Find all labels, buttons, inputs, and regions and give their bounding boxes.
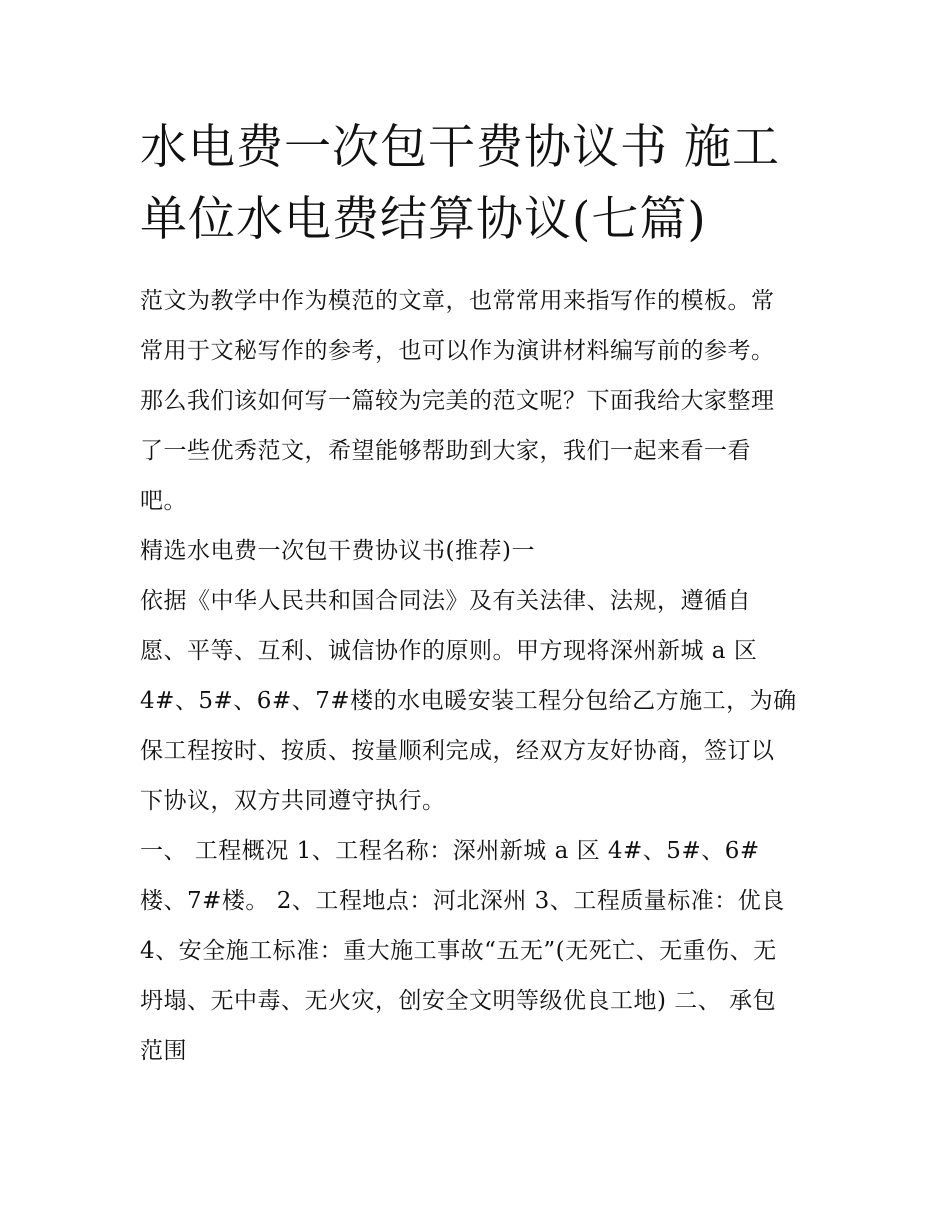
text-line: 常用于文秘写作的参考，也可以作为演讲材料编写前的参考。	[140, 338, 775, 364]
text-line: 范围	[140, 1038, 187, 1064]
intro-paragraph	[140, 276, 820, 526]
text-line: 下协议，双方共同遵守执行。	[140, 788, 446, 814]
text-line: 那么我们该如何写一篇较为完美的范文呢？下面我给大家整理	[140, 388, 775, 414]
text-line: 精选水电费一次包干费协议书(推荐)一	[140, 538, 535, 564]
text-line: 保工程按时、按质、按量顺利完成，经双方友好协商，签订以	[140, 738, 775, 764]
text-line: 了一些优秀范文，希望能够帮助到大家，我们一起来看一看	[140, 438, 751, 464]
text-line: 范文为教学中作为模范的文章，也常常用来指写作的模板。常	[140, 288, 775, 314]
text-line: 一、 工程概况 1、工程名称：深州新城 a 区 4#、5#、6#	[140, 838, 760, 864]
text-line: 楼、7#楼。 2、工程地点：河北深州 3、工程质量标准：优良	[140, 888, 785, 914]
document-body	[140, 276, 820, 1076]
basis-paragraph	[140, 576, 820, 826]
text-line: 4、安全施工标准：重大施工事故“五无”(无死亡、无重伤、无	[140, 938, 777, 964]
overview-paragraph	[140, 826, 820, 1076]
document-title	[140, 112, 820, 256]
text-line: 4#、5#、6#、7#楼的水电暖安装工程分包给乙方施工，为确	[140, 688, 797, 714]
text-line: 愿、平等、互利、诚信协作的原则。甲方现将深州新城 a 区	[140, 638, 758, 664]
title-line: 单位水电费结算协议(七篇)	[140, 192, 707, 247]
text-line: 吧。	[140, 488, 187, 514]
title-line: 水电费一次包干费协议书 施工	[140, 120, 780, 175]
text-line: 依据《中华人民共和国合同法》及有关法律、法规，遵循自	[140, 588, 751, 614]
section-heading	[140, 526, 820, 576]
text-line: 坍塌、无中毒、无火灾，创安全文明等级优良工地) 二、 承包	[140, 988, 777, 1014]
